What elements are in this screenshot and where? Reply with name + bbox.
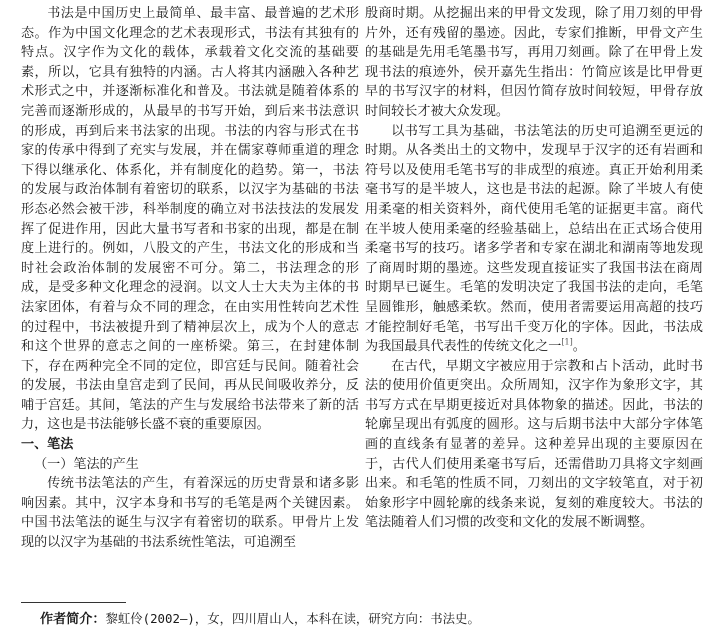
subsection-heading: （一）笔法的产生 — [34, 456, 139, 472]
body-paragraph: 书法是中国历史上最简单、最丰富、最普遍的艺术形态。作为中国文化理念的艺术表现形式，书法有其独有的特点。汉字作为文化的载体，承载着文化交流的基础要素，所以，它具有独特的内涵。古人将其内涵融入各种艺术形式之中，并逐渐标准化和普及。书法就是随着体系的完善而逐渐形成的，从最早的书写开始，到后来书法意识的形成，再到后来书法家的出现。书法的内容与形式在书家的传承中得到了充实与发展，并在儒家尊师重道的理念下得以继承化、体系化，并有制度化的趋势。第一，书法的发展与政治体制有着密切的联系，以汉字为基础的书法形态必然会被干涉，科举制度的确立对书法技法的发展发挥了促进作用，因此大量书写者和书家的出现，都是在制度上进行的。例如，八股文的产生，书法文化的形成和当时社会政治体制的发展密不可分。第二，书法理念的形成，是受多种文化理念的浸润。以文人士大夫为主体的书法家团体，有着与众不同的理念，在由实用性转向艺术性的过程中，书法被提升到了精神层次上，成为个人的意志和这个世界的意志之间的一座桥梁。第三，在封建体制下，存在两种完全不同的定位，即宫廷与民间。随着社会的发展，书法由皇宫走到了民间，再从民间吸收养分，反哺于宫廷。其间，笔法的产生与发展给书法带来了新的活力，这也是书法能够长盛不衰的重要原因。 — [21, 6, 359, 433]
author-label: 作者简介： — [40, 612, 106, 627]
author-info: 黎虹伶(2002—)，女，四川眉山人，本科在读，研究方向：书法史。 — [105, 611, 480, 626]
body-paragraph: 以书写工具为基础，书法笔法的历史可追溯至更远的时期。从各类出土的文物中，发现早于汉字的还有岩画和符号以及使用毛笔书写的非成型的痕迹。真正开始利用柔毫书写的是半坡人，这也是书法的起源。除了半坡人有使用柔毫的相关资料外，商代使用毛笔的证据更丰富。商代在半坡人使用柔毫的经验基础上，总结出在正式场合使用柔毫书写的技巧。诸多学者和专家在湖北和湖南等地发现了商周时期的墨迹。这些发现直接证实了我国书法在商周时期早已诞生。毛笔的发明决定了我国书法的走向，毛笔呈圆锥形，触感柔软。然而，使用者需要运用高超的技巧才能控制好毛笔，书写出千变万化的字体。因此，书法成为我国最具代表性的传统文化之一[1]。 — [365, 123, 703, 355]
right-column — [365, 4, 703, 533]
footnote-rule — [21, 602, 126, 603]
section-heading: 一、笔法 — [21, 437, 74, 453]
author-footnote — [40, 609, 700, 629]
body-paragraph-continued: 殷商时期。从挖掘出来的甲骨文发现，除了用刀刻的甲骨片外，还有残留的墨迹。因此，专家们推断，甲骨文产生的基础是先用毛笔墨书写，再用刀刻画。除了在甲骨上发现书法的痕迹外，侯开嘉先生指出：竹简应该是比甲骨更早的书写汉字的材料，但因竹简存放时间较短，甲骨存放时间较长才被大众发现。 — [365, 6, 703, 119]
body-paragraph: 传统书法笔法的产生，有着深远的历史背景和诸多影响因素。其中，汉字本身和书写的毛笔是两个关键因素。中国书法笔法的诞生与汉字有着密切的联系。甲骨片上发现的以汉字为基础的书法系统性笔法，可追溯至 — [21, 476, 359, 551]
citation-ref[interactable]: [1] — [561, 337, 573, 347]
left-column — [21, 4, 359, 553]
body-paragraph: 在古代，早期文字被应用于宗教和占卜活动，此时书法的使用价值更突出。众所周知，汉字作为象形文字，其书写方式在早期更接近对具体物象的描述。因此，书法的轮廓呈现出有弧度的圆形。这与后期书法中大部分字体笔画的直线条有显著的差异。这种差异出现的主要原因在于，古代人们使用柔毫书写后，还需借助刀具将文字刻画出来。和毛笔的性质不同，刀刻出的文字较笔直，对于初始象形字中圆轮廓的线条来说，复刻的难度较大。书法的笔法随着人们习惯的改变和文化的发展不断调整。 — [365, 358, 703, 531]
